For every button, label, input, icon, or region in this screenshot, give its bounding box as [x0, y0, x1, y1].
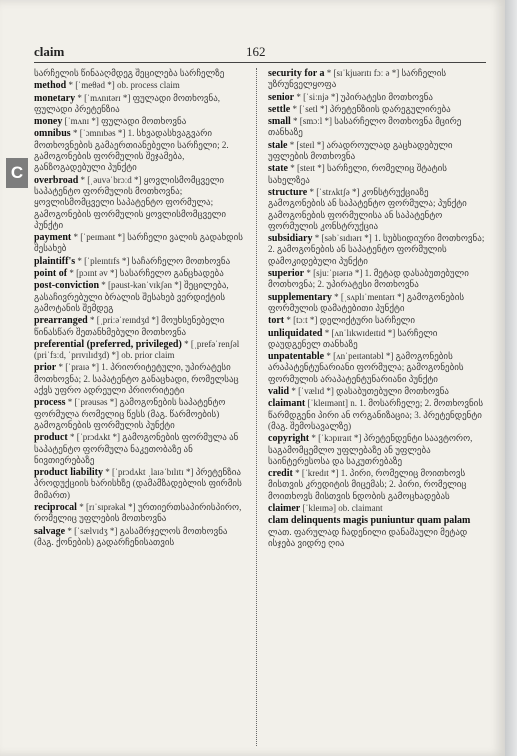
entry-headword: reciprocal: [34, 501, 77, 513]
entry-definition: ლათ. ფარულად ჩადენილი დანაშაული მეტად ისჯება ვიდრე ღია: [268, 526, 468, 548]
entry-definition: მოუხსენებელი წინასწარ შეთანხმებული მოთხოვნა: [34, 315, 225, 337]
entry-headword: claimer: [268, 502, 301, 514]
entry-definition: ob. process claim: [117, 80, 180, 91]
entry-definition: სარჩელი ვალის გადახდის შესახებ: [34, 232, 243, 254]
entry-pronunciation: * [ˈsiːnjə *]: [294, 91, 341, 102]
dictionary-entry: [268, 328, 486, 351]
entry-headword: omnibus: [34, 128, 71, 140]
entry-definition: 1. სხვადასხვაგვარი მოთხოვნების გამაერთიანებელი სარჩელი; 2. გამოგონების ფორმულის შეჯამება, განზოგადებული პუნქტი: [34, 128, 229, 173]
dictionary-entry: [268, 233, 486, 267]
entry-pronunciation: * [sɪˈkjuərɪtɪ fɔː ə *]: [324, 68, 402, 78]
entry-headword: money: [34, 116, 63, 128]
dictionary-entry: [268, 468, 486, 502]
entry-definition: შეცილება, გასაჩივრებული ბრალის შესახებ ვერდიქტის გამოტანის შემდეგ: [34, 280, 229, 313]
entry-definition: 1. სუბსიდიური მოთხოვნა; 2. გამოგონების ან საპატენტო ფორმულის დამოკიდებული პუნქტი: [268, 233, 485, 266]
entry-pronunciation: * [ˈkɔpɪraɪt *]: [309, 433, 364, 444]
dictionary-entry: [268, 140, 486, 163]
entry-headword: credit: [268, 468, 293, 480]
entry-pronunciation: * [ˈɔmnɪbəs *]: [70, 128, 128, 139]
entry-definition: საჩარჩელო მოთხოვნა: [131, 255, 231, 266]
entry-pronunciation: * [ˈpleɪntɪfs *]: [75, 255, 132, 266]
entry-definition: არადროულად გაცხადებული უფლების მოთხოვნა: [268, 139, 453, 162]
running-head-word: claim: [34, 44, 65, 59]
entry-definition: გასამრჯელოს მოთხოვნა (მაგ. ქონების) გადარჩენისათვის: [34, 525, 228, 547]
left-column: [34, 68, 246, 549]
entry-pronunciation: * [tɔːt *]: [284, 315, 320, 326]
dictionary-entry: [34, 68, 246, 79]
dictionary-entry: [268, 104, 486, 115]
entry-definition: პრეტენდენტი საავტორო, საგამომცემლო უფლებაზე ან უფლება საინტერესოსა და საკუთრებაზე: [268, 433, 473, 466]
entry-pronunciation: * [ˌsʌplɪˈmentərɪ *]: [331, 291, 407, 302]
entry-pronunciation: * [sjuːˈpɪərɪə *]: [304, 268, 365, 279]
entry-headword: state: [268, 163, 288, 175]
entry-headword: plaintiff's: [34, 255, 76, 267]
entry-headword: post-conviction: [34, 280, 99, 292]
header-rule: [34, 62, 486, 63]
entry-definition: სარჩელი დაუდგენელ თანხაზე: [268, 327, 438, 349]
entry-pronunciation: * [ˈprɔdʌkt *]: [67, 432, 123, 443]
dictionary-entry: [268, 187, 486, 232]
dictionary-entry: [268, 116, 486, 139]
entry-pronunciation: * [ˈsælvɪdʒ *]: [65, 525, 120, 536]
dictionary-entry: [34, 80, 246, 91]
dictionary-entry: [34, 432, 246, 466]
dictionary-entry: [34, 116, 246, 127]
entry-headword: valid: [268, 386, 290, 398]
dictionary-entry: [268, 315, 486, 326]
dictionary-entry: [34, 268, 246, 279]
entry-definition: პრეტენზია პროდუქციის ხარისხზე (დამამზადებლის ფირმის მიმართ): [34, 467, 242, 500]
entry-pronunciation: * [ˌpriːəˈreɪndʒd *]: [87, 315, 162, 326]
dictionary-entry: [34, 315, 246, 338]
entry-pronunciation: * [steɪl *]: [287, 139, 327, 150]
dictionary-entry: [34, 256, 246, 267]
entry-headword: prearranged: [34, 315, 88, 327]
entry-definition: სასარჩელო განცხადება: [119, 268, 224, 279]
dictionary-entry: [34, 502, 246, 525]
dictionary-entry: [268, 268, 486, 291]
dictionary-entry: [268, 386, 486, 397]
entry-headword: supplementary: [268, 291, 332, 303]
entry-headword: stale: [268, 139, 288, 151]
dictionary-entry: [34, 339, 246, 362]
dictionary-entry: [34, 93, 246, 116]
entry-headword: superior: [268, 268, 305, 280]
entry-definition: დასაბუთებული მოთხოვნა: [336, 386, 449, 397]
entry-definition: ურთიერთსაპირისპირო, რომელიც უფლების მოთხოვნა: [34, 501, 242, 524]
entry-definition: გამოგონების ფორმულა ან საპატენტო ფორმულა ნაკეთობაზე ან ნივთიერებაზე: [34, 432, 239, 465]
column-divider: [256, 68, 257, 746]
entry-pronunciation: [ˈmʌnɪ *]: [62, 116, 102, 127]
entry-definition: გამოგონების ფორმულის დამატებითი პუნქტი: [268, 291, 465, 313]
entry-pronunciation: * [ʌnˈpeɪtəntəbl *]: [324, 351, 396, 362]
entry-pronunciation: * [ˌprefəˈrenʃəl (priˈfɜːd, ˈprɪvɪlɪdʒd) *]: [34, 338, 240, 361]
entry-definition: ფულადი მოთხოვნა, ფულადი პრეტენზია: [34, 92, 221, 114]
entry-definition: დელიქტური სარჩელი: [319, 315, 416, 326]
entry-pronunciation: * [smɔːl *]: [290, 116, 335, 127]
entry-definition: ფულადი მოთხოვნა: [101, 116, 187, 127]
dictionary-entry: [268, 433, 486, 467]
section-letter-tab: C: [6, 158, 28, 188]
entry-headword: unpatentable: [268, 351, 325, 363]
entry-headword: structure: [268, 186, 308, 198]
entry-headword: payment: [34, 232, 72, 244]
dictionary-entry: [34, 467, 246, 501]
entry-definition: სასარჩელო მოთხოვნა მცირე თანხაზე: [268, 116, 462, 138]
entry-headword: process: [34, 397, 66, 409]
dictionary-entry: [34, 175, 246, 231]
entry-headword: product liability: [34, 467, 103, 479]
dictionary-entry: [268, 503, 486, 514]
entry-headword: product: [34, 432, 68, 444]
entry-headword: claimant: [268, 398, 306, 410]
entry-definition: სარჩელის წინააღმდეგ შეცილება სარჩელზე: [34, 68, 225, 78]
dictionary-entry: [268, 92, 486, 103]
entry-headword: preferential (preferred, privileged): [34, 338, 182, 350]
entry-definition: 1. პირი, რომელიც მოითხოვს მისთვის კრედიტის მიცემას; 2. პირი, რომელიც მოითხოვს მისთვის ნდობის გამოცხადებას: [268, 468, 467, 501]
entry-definition: გამოგონების არაპატენტუნარიანი ფორმულა; გამოგონების ფორმულის არაპატენტუნარიანი პუნქტი: [268, 351, 464, 384]
entry-headword: salvage: [34, 525, 66, 537]
entry-definition: ob. prior claim: [121, 350, 175, 361]
entry-pronunciation: * [ˌəuvəˈbrɔːd *]: [78, 174, 144, 185]
entry-definition: კონსტრუქციაზე გამოგონების ან საპატენტო ფორმულა; პუნქტი გამოგონების ფორმულისა ან საპატენტო ფორმულის კონსტრუქცია: [268, 186, 467, 231]
entry-pronunciation: * [rɪˈsɪprəkəl *]: [76, 501, 138, 512]
entry-definition: ყოვლისმომცველი საპატენტო ფორმულის მოთხოვნა; ყოვლისმომცველი საპატენტო ფორმულა; გამოგონების ფორმულის ყოვლისმომცველი პუნქტი: [34, 174, 227, 230]
entry-pronunciation: * [ˈvælɪd *]: [289, 386, 337, 397]
dictionary-entry: [34, 232, 246, 255]
right-column: [268, 68, 486, 550]
entry-headword: settle: [268, 103, 291, 115]
entry-headword: subsidiary: [268, 233, 313, 245]
entry-definition: პრეტენზიის დარეგულირება: [329, 103, 451, 114]
entry-headword: small: [268, 116, 291, 128]
entry-definition: 1. პრიორიტეტული, უპირატესი მოთხოვნა; 2. საპატენტო განაცხადი, რომელსაც აქვს უფრო ადრეული პრიორიტეტი: [34, 362, 239, 396]
entry-pronunciation: * [ˈprəusəs *]: [65, 397, 120, 408]
entry-pronunciation: * [ˈsetl *]: [290, 103, 330, 114]
dictionary-entry: [268, 68, 486, 91]
entry-definition: გამოგონების საპატენტო ფორმულა რომელიც წესს (მაგ. წარმოების) გამოგონების ფორმულის პუნქტი: [34, 397, 226, 430]
dictionary-entry: [34, 526, 246, 549]
entry-headword: unliquidated: [268, 327, 323, 339]
dictionary-entry: [268, 398, 486, 432]
entry-pronunciation: * [steɪt *]: [288, 163, 327, 174]
entry-headword: tort: [268, 315, 285, 327]
dictionary-entry: [34, 128, 246, 173]
entry-definition: სარჩელის უზრუნველყოფა: [268, 68, 447, 90]
entry-definition: 1. მეტად დასაბუთებული მოთხოვნა; 2. უპირატესი მოთხოვნა: [268, 268, 469, 290]
entry-headword: copyright: [268, 433, 310, 445]
dictionary-entry: [268, 515, 486, 549]
page-edge: [505, 0, 517, 756]
entry-pronunciation: [ˈkleɪmə]: [300, 502, 339, 513]
dictionary-entry: [268, 163, 486, 186]
entry-pronunciation: * [pɔɪnt əv *]: [67, 268, 120, 279]
dictionary-entry: [34, 280, 246, 314]
dictionary-entry: [268, 351, 486, 385]
entry-definition: ob. claimant: [338, 502, 383, 513]
entry-pronunciation: * [ˈprɔdʌkt ˌlaɪəˈbɪlɪtɪ *]: [103, 467, 196, 478]
entry-pronunciation: * [ˈpeɪmənt *]: [71, 232, 128, 243]
entry-definition: სარჩელი, რომელიც შტატის სახელზეა: [268, 163, 447, 185]
entry-headword: prior: [34, 362, 57, 374]
entry-headword: monetary: [34, 92, 76, 104]
entry-pronunciation: * [ʌnˈlɪkwɪdeɪtɪd *]: [322, 327, 398, 338]
dictionary-entry: [34, 397, 246, 431]
entry-headword: security for a: [268, 68, 325, 79]
dictionary-entry: [34, 362, 246, 396]
entry-definition: უპირატესი მოთხოვნა: [340, 91, 433, 102]
entry-headword: method: [34, 80, 67, 92]
entry-definition: n. 1. მოსარჩელე; 2. მოთხოვნის წარმდგენი პირი ან ორგანიზაცია; 3. პრეტენდენტი (მაგ. შემოსავალზე): [268, 398, 484, 431]
entry-headword: overbroad: [34, 174, 79, 186]
entry-pronunciation: * [ˈstrʌktʃə *]: [307, 186, 362, 197]
entry-pronunciation: * [pəust-kənˈvɪkʃən *]: [99, 280, 184, 291]
entry-headword: clam delinquents magis puniuntur quam palam: [268, 515, 471, 527]
dictionary-entry: [268, 292, 486, 315]
entry-pronunciation: * [ˈmʌnɪtərɪ *]: [75, 92, 133, 103]
entry-headword: senior: [268, 91, 295, 103]
entry-pronunciation: * [ˈpraɪə *]: [56, 362, 102, 373]
entry-headword: point of: [34, 268, 68, 280]
entry-pronunciation: * [səbˈsɪdɪərɪ *]: [312, 233, 374, 244]
entry-pronunciation: * [ˈmeθəd *]: [66, 80, 118, 91]
entry-pronunciation: [ˈkleɪmənt]: [305, 398, 351, 409]
entry-pronunciation: * [ˈkredɪt *]: [292, 468, 341, 479]
page-number: 162: [246, 44, 266, 59]
